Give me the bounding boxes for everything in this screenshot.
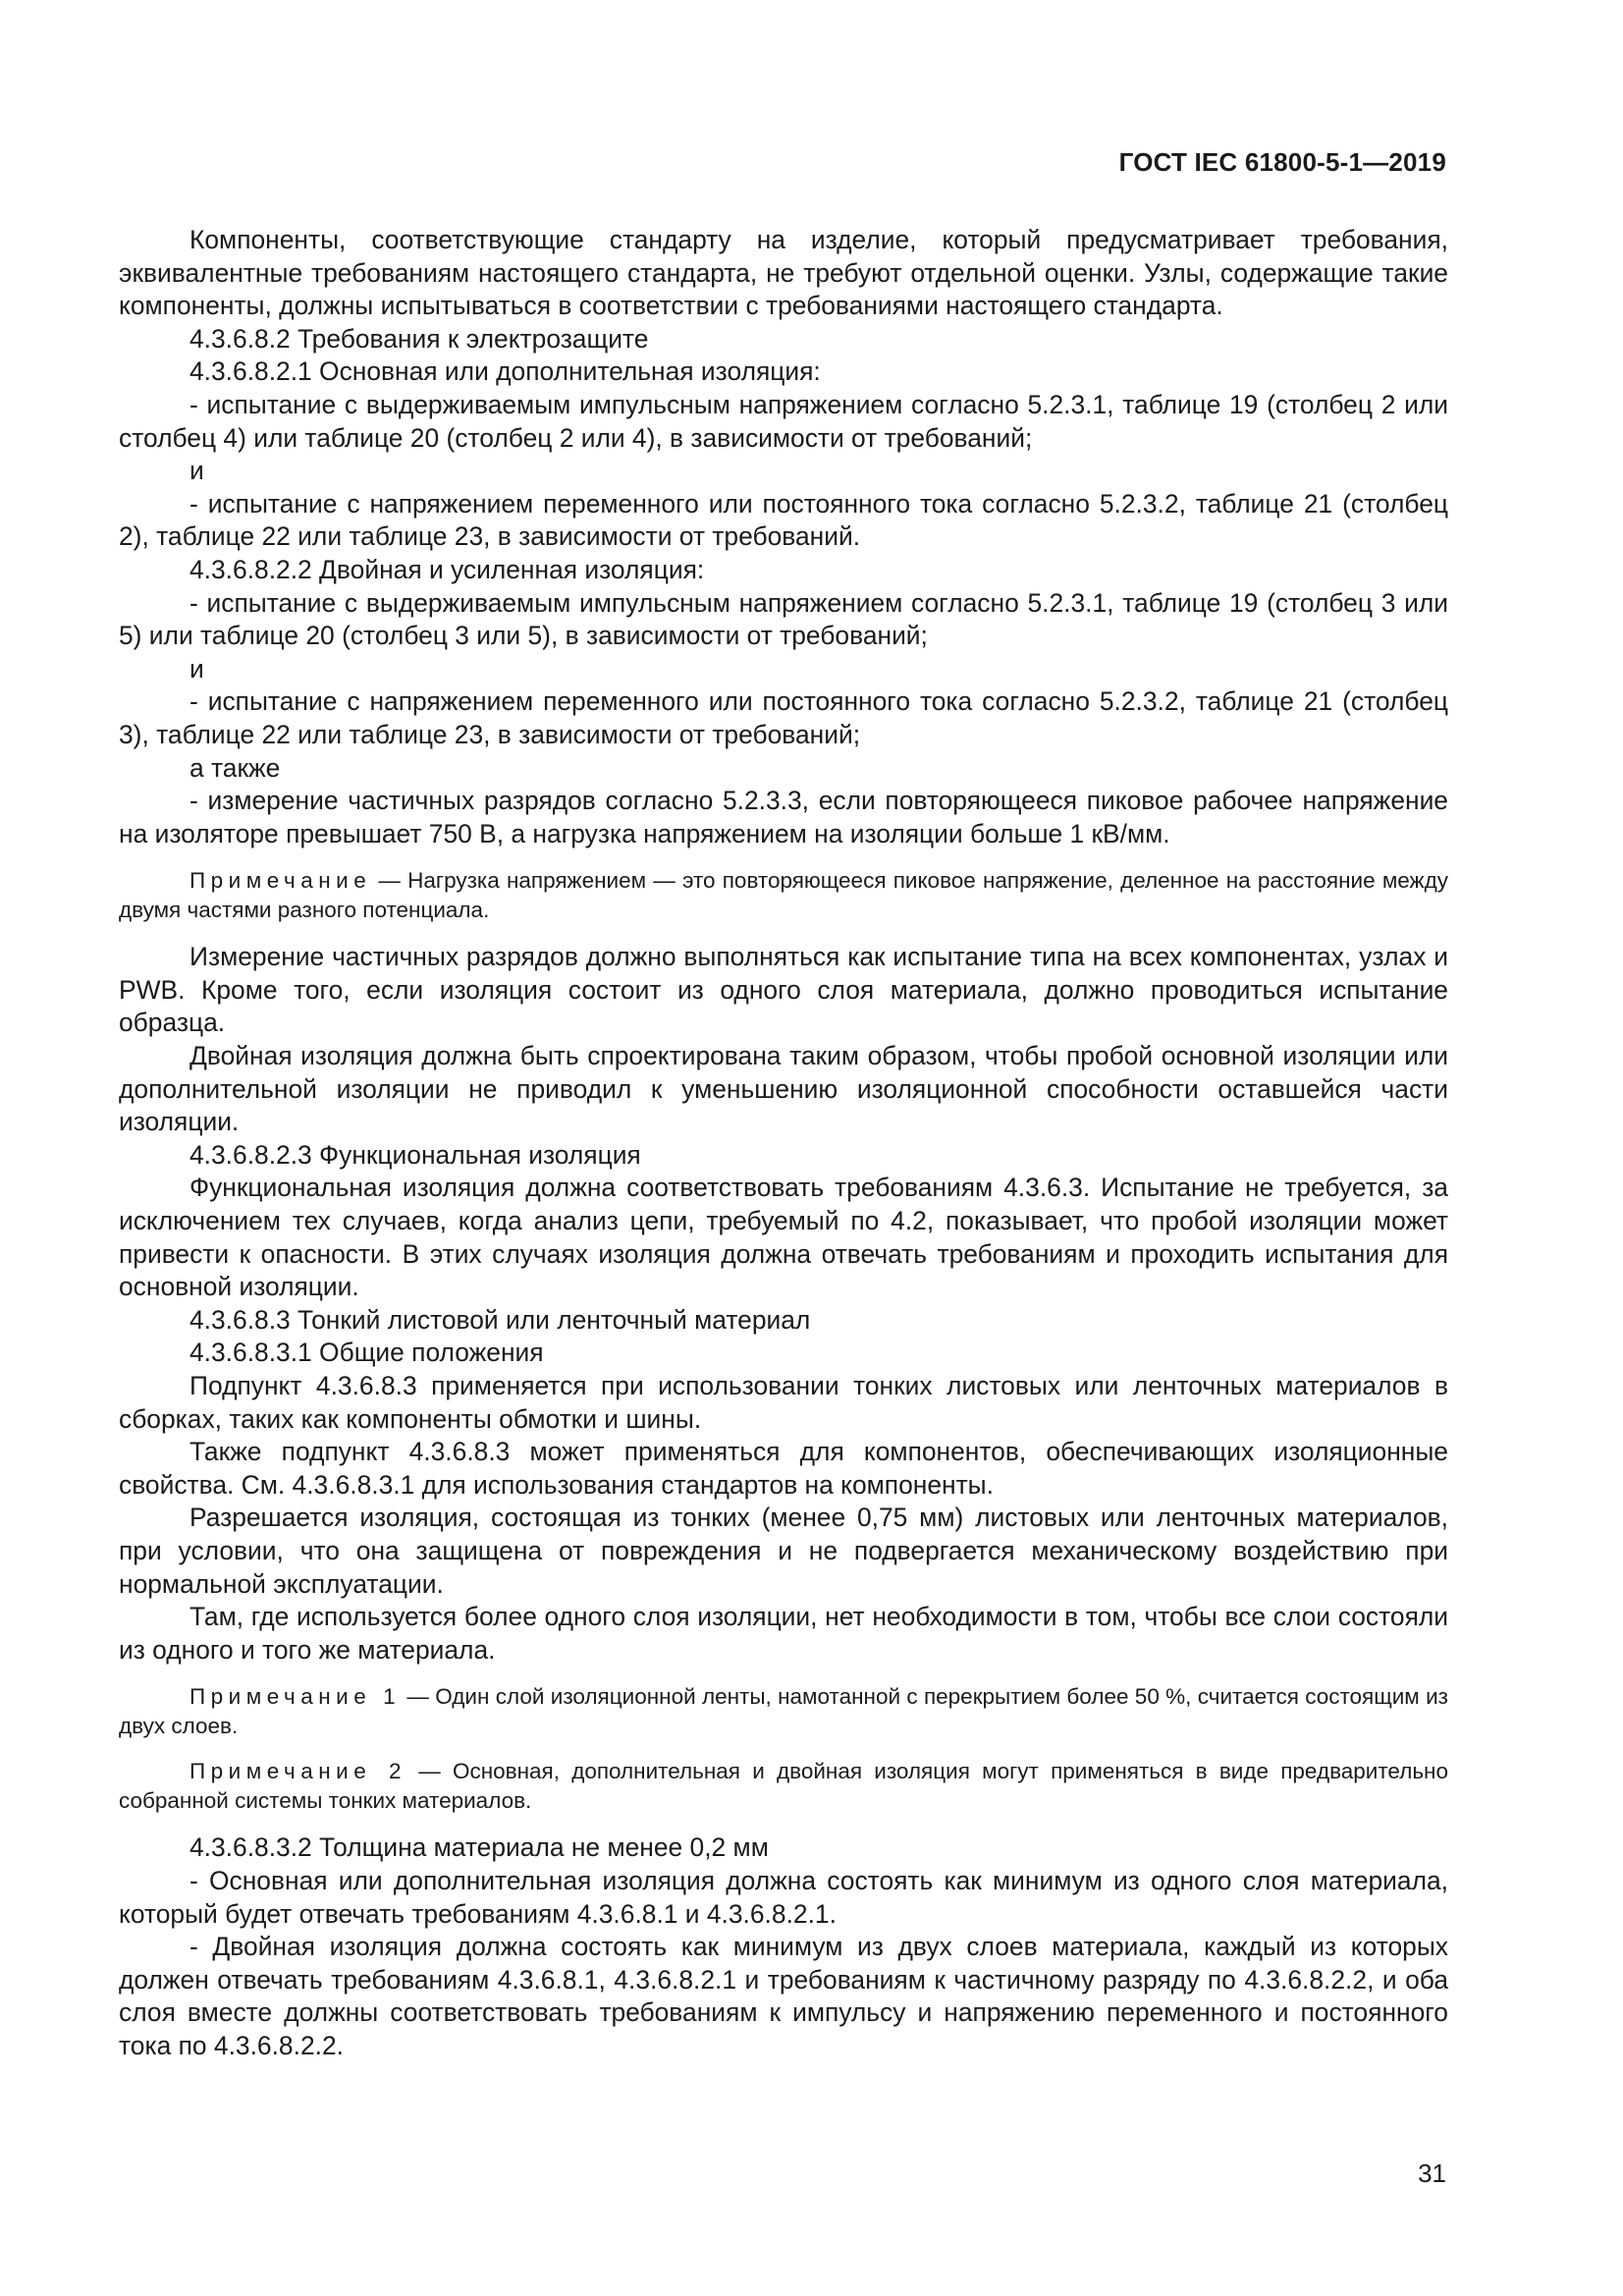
note-label: Примечание 1 — [189, 1684, 402, 1710]
note-text: — Нагрузка напряжением — это повторяющееся пиковое напряжение, деленное на расстояние между двумя частями разного потенциала. — [119, 868, 1448, 923]
list-item: - измерение частичных разрядов согласно 5.2.3.3, если повторяющееся пиковое рабочее напряжение на изоляторе превышает 750 В, а нагрузка напряжением на изоляции больше 1 кВ/мм. — [119, 786, 1448, 848]
paragraph: Разрешается изоляция, состоящая из тонких (менее 0,75 мм) листовых или ленточных материалов, при условии, что она защищена от повреждения и не подвергается механическому воздействию при нормальной эксплуатации. — [119, 1503, 1448, 1599]
note-label: Примечание 2 — [189, 1759, 406, 1784]
note-text: — Основная, дополнительная и двойная изоляция могут применяться в виде предварительно собранной системы тонких материалов. — [119, 1759, 1448, 1814]
conjunction: а также — [189, 752, 281, 783]
note-label: Примечание — [189, 868, 372, 894]
section-heading: 4.3.6.8.3.1 Общие положения — [189, 1338, 544, 1368]
paragraph: Там, где используется более одного слоя изоляции, нет необходимости в том, чтобы все слои состояли из одного и того же материала. — [119, 1602, 1448, 1665]
page-number: 31 — [1418, 2159, 1446, 2188]
section-heading: 4.3.6.8.2.3 Функциональная изоляция — [189, 1139, 641, 1170]
list-item: - испытание с выдерживаемым импульсным напряжением согласно 5.2.3.1, таблице 19 (столбец 3 или 5) или таблице 20 (столбец 3 или 5), в зависимости от требований; — [119, 587, 1448, 651]
document-body — [119, 224, 1448, 2063]
note — [119, 866, 1448, 925]
section-heading: 4.3.6.8.3.2 Толщина материала не менее 0,2 мм — [189, 1832, 769, 1863]
paragraph: Измерение частичных разрядов должно выполняться как испытание типа на всех компонентах, узлах и PWB. Кроме того, если изоляция состоит из одного слоя материала, должно проводиться испытание образца. — [119, 942, 1448, 1038]
document-header: ГОСТ IEC 61800-5-1—2019 — [1118, 147, 1446, 177]
paragraph: Двойная изоляция должна быть спроектирована таким образом, чтобы пробой основной изоляции или дополнительной изоляции не приводил к уменьшению изоляционной способности оставшейся части изоляции. — [119, 1041, 1448, 1137]
list-item: - Двойная изоляция должна состоять как минимум из двух слоев материала, каждый из которых должен отвечать требованиям 4.3.6.8.1, 4.3.6.8.2.1 и требованиям к частичному разряду по 4.3.6.8.2.2, и оба слоя вместе должны соответствовать требованиям к импульсу и напряжению переменного и постоянного тока по 4.3.6.8.2.2. — [119, 1932, 1448, 2060]
list-item: - испытание с напряжением переменного или постоянного тока согласно 5.2.3.2, таблице 21 (столбец 2), таблице 22 или таблице 23, в зависимости от требований. — [119, 488, 1448, 552]
section-heading: 4.3.6.8.2.1 Основная или дополнительная изоляция: — [189, 356, 821, 387]
section-heading: 4.3.6.8.3 Тонкий листовой или ленточный материал — [189, 1304, 811, 1335]
paragraph: Подпункт 4.3.6.8.3 применяется при использовании тонких листовых или ленточных материалов в сборках, таких как компоненты обмотки и шины. — [119, 1371, 1448, 1434]
note-text: — Один слой изоляционной ленты, намотанной с перекрытием более 50 %, считается состоящим из двух слоев. — [119, 1684, 1448, 1739]
section-heading: 4.3.6.8.2 Требования к электрозащите — [189, 323, 649, 354]
note — [119, 1757, 1448, 1816]
section-heading: 4.3.6.8.2.2 Двойная и усиленная изоляция: — [189, 554, 705, 584]
list-item: - испытание с выдерживаемым импульсным напряжением согласно 5.2.3.1, таблице 19 (столбец 2 или столбец 4) или таблице 20 (столбец 2 или 4), в зависимости от требований; — [119, 389, 1448, 453]
list-item: - Основная или дополнительная изоляция должна состоять как минимум из одного слоя материала, который будет отвечать требованиям 4.3.6.8.1 и 4.3.6.8.2.1. — [119, 1865, 1448, 1929]
note — [119, 1682, 1448, 1741]
paragraph: Также подпункт 4.3.6.8.3 может применяться для компонентов, обеспечивающих изоляционные свойства. См. 4.3.6.8.3.1 для использования стандартов на компоненты. — [119, 1437, 1448, 1500]
conjunction: и — [189, 653, 204, 683]
conjunction: и — [189, 456, 204, 486]
paragraph: Компоненты, соответствующие стандарту на изделие, который предусматривает требования, эквивалентные требованиям настоящего стандарта, не требуют отдельной оценки. Узлы, содержащие такие компоненты, должны испытываться в соответствии с требованиями настоящего стандарта. — [119, 225, 1448, 321]
paragraph: Функциональная изоляция должна соответствовать требованиям 4.3.6.3. Испытание не требуется, за исключением тех случаев, когда анализ цепи, требуемый по 4.2, показывает, что пробой изоляции может привести к опасности. В этих случаях изоляция должна отвечать требованиям и проходить испытания для основной изоляции. — [119, 1173, 1448, 1302]
list-item: - испытание с напряжением переменного или постоянного тока согласно 5.2.3.2, таблице 21 (столбец 3), таблице 22 или таблице 23, в зависимости от требований; — [119, 686, 1448, 749]
